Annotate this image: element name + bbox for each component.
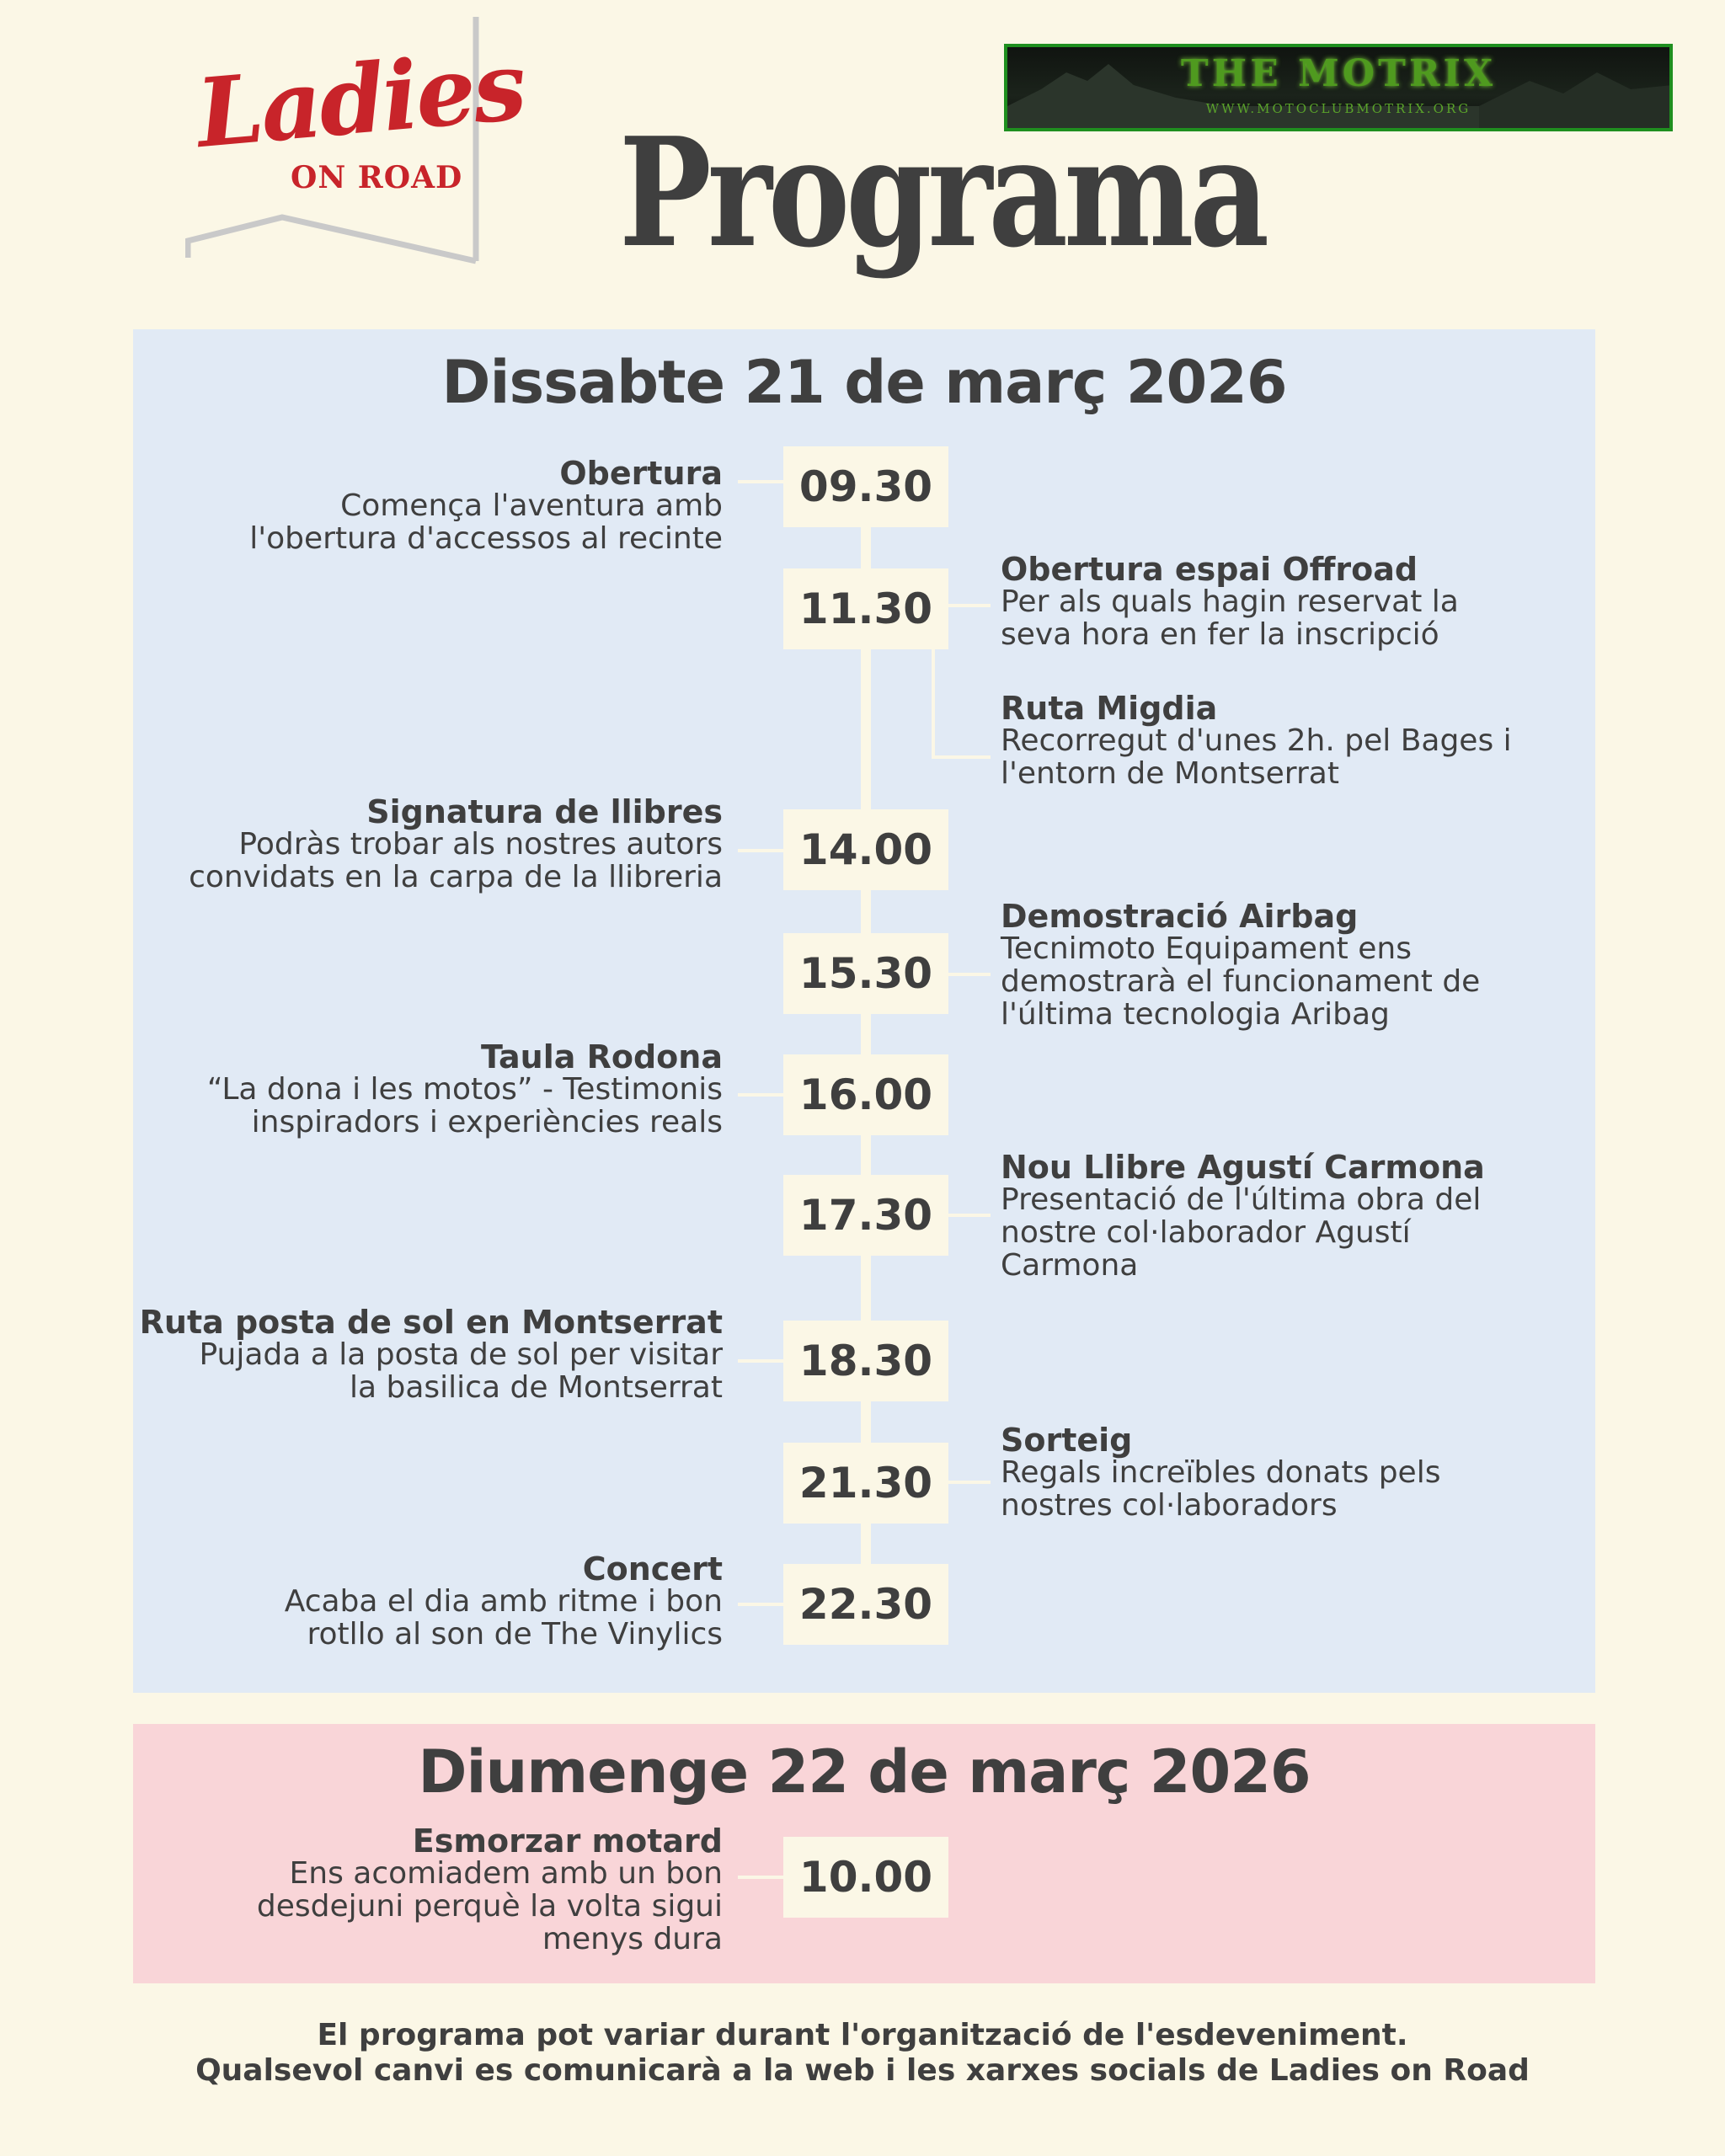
time-box: 14.00	[783, 809, 948, 890]
sponsor-name: THE MOTRIX	[1180, 52, 1497, 95]
connector	[738, 1093, 788, 1097]
time-box: 09.30	[783, 446, 948, 527]
event-desc-line: Tecnimoto Equipament ens	[1001, 931, 1412, 966]
saturday-panel	[133, 329, 1595, 1693]
sunday-panel	[133, 1724, 1595, 1983]
connector	[738, 1359, 788, 1363]
event-offroad	[1001, 553, 1540, 651]
event-airbag	[1001, 900, 1540, 1031]
event-desc-line: l'última tecnologia Aribag	[1001, 997, 1390, 1032]
logo-subtitle: ON ROAD	[291, 160, 463, 195]
time-box: 22.30	[783, 1564, 948, 1645]
page-title: Programa	[619, 104, 1266, 280]
event-title: Obertura espai Offroad	[1001, 551, 1418, 588]
event-desc-line: Per als quals hagin reservat la	[1001, 584, 1459, 619]
time-box: 10.00	[783, 1837, 948, 1918]
event-desc-line: nostres col·laboradors	[1001, 1488, 1338, 1523]
event-desc-line: Recorregut d'unes 2h. pel Bages i	[1001, 723, 1512, 758]
logo-script-text: Ladies	[192, 30, 529, 169]
event-nou-llibre	[1001, 1151, 1540, 1282]
event-esmorzar	[133, 1822, 723, 1956]
event-desc-line: “La dona i les motos” - Testimonis	[206, 1072, 723, 1107]
saturday-heading: Dissabte 21 de març 2026	[441, 348, 1287, 417]
connector	[948, 604, 991, 607]
event-desc-line: desdejuni perquè la volta sigui	[256, 1889, 723, 1924]
footer-note	[0, 2018, 1725, 2089]
event-title: Taula Rodona	[481, 1038, 723, 1075]
event-desc-line: nostre col·laborador Agustí	[1001, 1215, 1411, 1250]
time-box: 18.30	[783, 1321, 948, 1401]
time-box: 17.30	[783, 1175, 948, 1256]
event-concert	[133, 1550, 723, 1652]
connector	[948, 973, 991, 976]
connector	[738, 1603, 788, 1606]
connector	[932, 755, 991, 759]
connector	[948, 1214, 991, 1217]
event-title: Sorteig	[1001, 1422, 1133, 1459]
event-ruta-migdia	[1001, 692, 1540, 790]
event-title: Concert	[582, 1550, 723, 1588]
event-desc-line: demostrarà el funcionament de	[1001, 964, 1481, 999]
footer-line: Qualsevol canvi es comunicarà a la web i les xarxes socials de Ladies on Road	[195, 2053, 1530, 2088]
event-desc-line: Podràs trobar als nostres autors	[238, 827, 723, 862]
event-title: Ruta posta de sol en Montserrat	[139, 1304, 723, 1341]
event-desc-line: l'obertura d'accessos al recinte	[249, 521, 723, 556]
event-desc-line: Comença l'aventura amb	[340, 488, 723, 523]
event-desc-line: Ens acomiadem amb un bon	[289, 1856, 723, 1891]
event-desc-line: menys dura	[542, 1922, 723, 1956]
sponsor-url: WWW.MOTOCLUBMOTRIX.ORG	[1205, 101, 1471, 116]
connector	[948, 1481, 991, 1484]
connector	[738, 1876, 788, 1879]
event-title: Esmorzar motard	[412, 1822, 723, 1860]
event-title: Ruta Migdia	[1001, 690, 1218, 727]
event-desc-line: Pujada a la posta de sol per visitar	[199, 1337, 723, 1372]
event-title: Demostració Airbag	[1001, 898, 1359, 935]
time-box: 21.30	[783, 1443, 948, 1524]
time-box: 15.30	[783, 933, 948, 1014]
event-desc-line: Acaba el dia amb ritme i bon	[284, 1584, 723, 1619]
event-title: Nou Llibre Agustí Carmona	[1001, 1149, 1485, 1186]
connector	[738, 849, 788, 852]
connector	[738, 480, 788, 483]
event-desc-line: la basilica de Montserrat	[350, 1370, 723, 1405]
connector	[932, 643, 935, 759]
event-desc-line: Regals increïbles donats pels	[1001, 1455, 1441, 1490]
event-obertura	[133, 457, 723, 555]
event-desc-line: Carmona	[1001, 1248, 1139, 1283]
time-box: 16.00	[783, 1054, 948, 1135]
event-ruta-posta-sol	[133, 1306, 723, 1404]
event-desc-line: inspiradors i experiències reals	[251, 1105, 723, 1139]
event-desc-line: seva hora en fer la inscripció	[1001, 617, 1439, 652]
time-box: 11.30	[783, 568, 948, 649]
event-signatura	[133, 793, 723, 894]
event-desc-line: l'entorn de Montserrat	[1001, 756, 1339, 791]
event-desc-line: Presentació de l'última obra del	[1001, 1182, 1482, 1217]
event-desc-line: rotllo al son de The Vinylics	[307, 1617, 723, 1652]
event-title: Obertura	[559, 455, 723, 492]
event-desc-line: convidats en la carpa de la llibreria	[189, 860, 723, 894]
footer-line: El programa pot variar durant l'organització de l'esdeveniment.	[317, 2018, 1408, 2052]
sunday-heading: Diumenge 22 de març 2026	[418, 1737, 1311, 1806]
event-sorteig	[1001, 1424, 1540, 1522]
event-taula-rodona	[133, 1038, 723, 1139]
event-title: Signatura de llibres	[366, 793, 723, 830]
